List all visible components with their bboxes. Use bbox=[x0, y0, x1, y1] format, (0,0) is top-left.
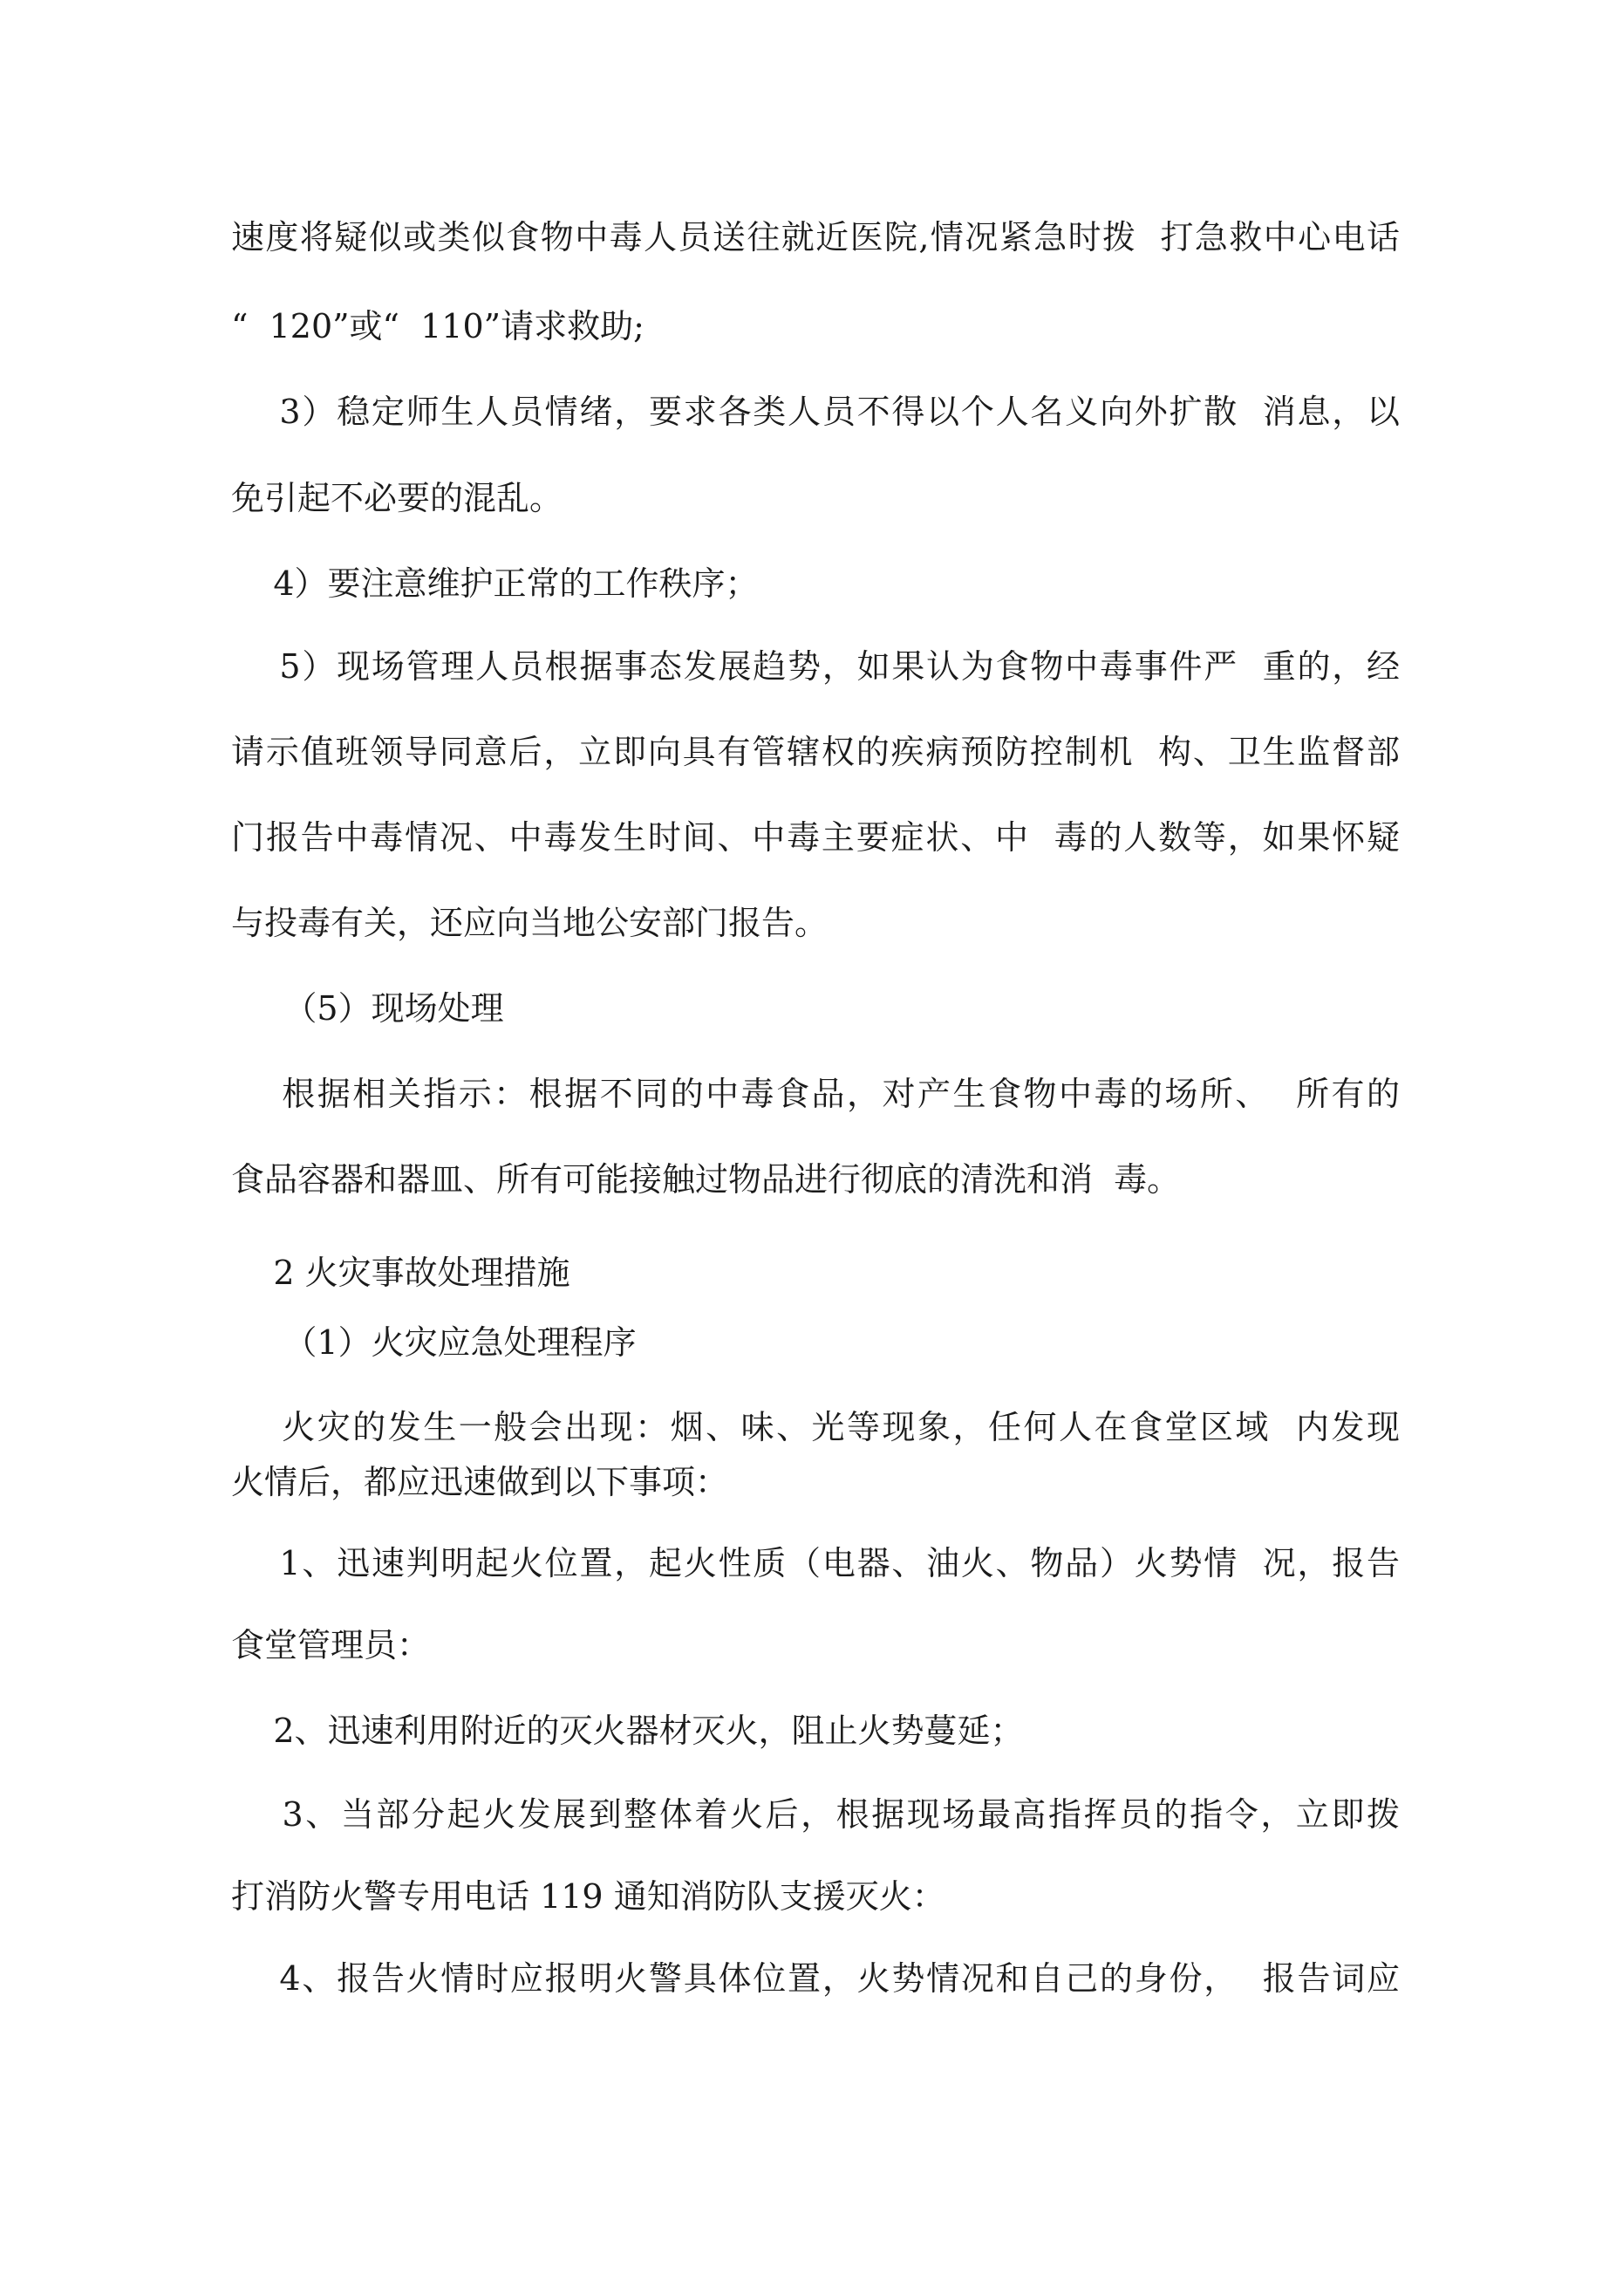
paragraph-line: 速度将疑似或类似食物中毒人员送往就近医院,情况紧急时拨 打急救中心电话 bbox=[231, 218, 1400, 256]
paragraph-line: 3、当部分起火发展到整体着火后，根据现场最高指挥员的指令，立即拨 bbox=[231, 1795, 1400, 1834]
paragraph-line: 食堂管理员： bbox=[231, 1626, 431, 1664]
paragraph-line: 打消防火警专用电话 119 通知消防队支援灭火： bbox=[231, 1877, 945, 1916]
paragraph-line: 食品容器和器皿、所有可能接触过物品进行彻底的清洗和消 毒。 bbox=[231, 1160, 1181, 1199]
paragraph-line: 4、报告火情时应报明火警具体位置，火势情况和自己的身份， 报告词应 bbox=[231, 1959, 1400, 1998]
paragraph-line: 4）要注意维护正常的工作秩序； bbox=[231, 564, 759, 603]
section-heading: 2 火灾事故处理措施 bbox=[231, 1254, 570, 1292]
subsection-heading: （1）火灾应急处理程序 bbox=[231, 1323, 637, 1362]
paragraph-line: 3）稳定师生人员情绪，要求各类人员不得以个人名义向外扩散 消息，以 bbox=[231, 393, 1400, 431]
paragraph-line: 火灾的发生一般会出现：烟、味、光等现象，任何人在食堂区域 内发现 bbox=[231, 1408, 1400, 1446]
paragraph-line: “ 120”或“ 110”请求救助; bbox=[231, 307, 644, 345]
section-heading: （5）现场处理 bbox=[231, 989, 504, 1028]
paragraph-line: 2、迅速利用附近的灭火器材灭火，阻止火势蔓延； bbox=[231, 1712, 1024, 1750]
paragraph-line: 5）现场管理人员根据事态发展趋势，如果认为食物中毒事件严 重的，经 bbox=[231, 647, 1400, 686]
paragraph-line: 根据相关指示：根据不同的中毒食品，对产生食物中毒的场所、 所有的 bbox=[231, 1075, 1400, 1113]
paragraph-line: 门报告中毒情况、中毒发生时间、中毒主要症状、中 毒的人数等，如果怀疑 bbox=[231, 818, 1400, 857]
paragraph-line: 火情后，都应迅速做到以下事项： bbox=[231, 1463, 729, 1501]
paragraph-line: 与投毒有关，还应向当地公安部门报告。 bbox=[231, 904, 829, 942]
paragraph-line: 免引起不必要的混乱。 bbox=[231, 479, 563, 517]
paragraph-line: 1、迅速判明起火位置，起火性质（电器、油火、物品）火势情 况，报告 bbox=[231, 1544, 1400, 1582]
paragraph-line: 请示值班领导同意后，立即向具有管辖权的疾病预防控制机 构、卫生监督部 bbox=[231, 733, 1400, 771]
